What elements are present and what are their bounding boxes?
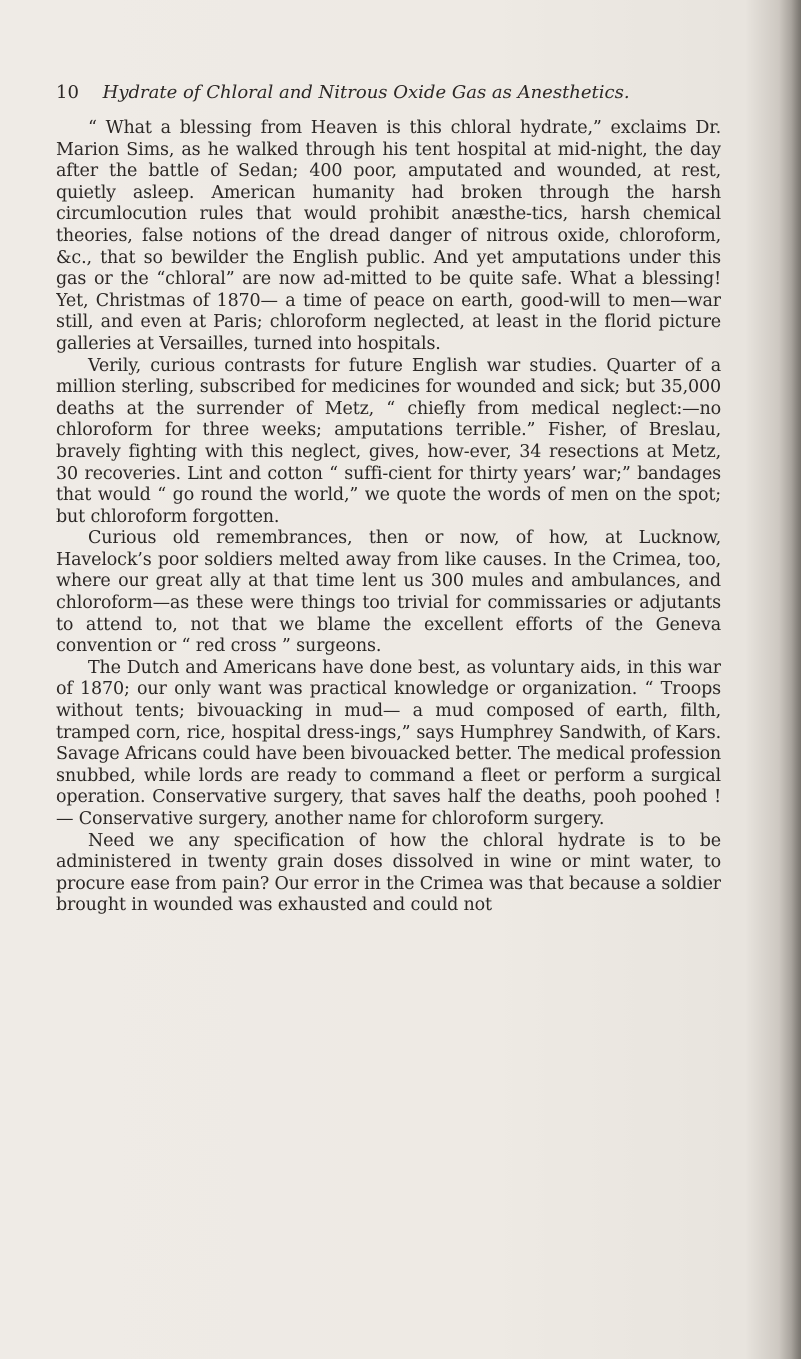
paragraph-voluntary-aids: The Dutch and Americans have done best, as voluntary aids, in this war of 1870; our only want was practical knowledge or organization. “ Troops without tents; bivouacking in mud— a mud composed of earth, filth, tramped corn, rice, hospital dress-ings,” says Humphrey Sandwith, of Kars. Savage Africans could have been bivouacked better. The medical profession snubbed, while lords are ready to command a fleet or perform a surgical operation. Conservative surgery, that saves half the deaths, pooh poohed ! — Conservative surgery, another name for chloroform surgery. [56, 657, 721, 829]
running-title: Hydrate of Chloral and Nitrous Oxide Gas as Anesthetics. [102, 82, 630, 103]
page-number: 10 [56, 82, 79, 103]
paragraph-chloral-blessing: “ What a blessing from Heaven is this chloral hydrate,” exclaims Dr. Marion Sims, as he walked through his tent hospital at mid-night, the day after the battle of Sedan; 400 poor, amputated and wounded, at rest, quietly asleep. American humanity had broken through the harsh circumlocution rules that would prohibit anæsthe-tics, harsh chemical theories, false notions of the dread danger of nitrous oxide, chloroform, &c., that so bewilder the English public. And yet amputations under this gas or the “chloral” are now ad-mitted to be quite safe. What a blessing! Yet, Christmas of 1870— a time of peace on earth, good-will to men—war still, and even at Paris; chloroform neglected, at least in the florid picture galleries at Versailles, turned into hospitals. [56, 118, 721, 354]
body-text [56, 118, 721, 1323]
paragraph-remembrances: Curious old remembrances, then or now, of how, at Lucknow, Havelock’s poor soldiers melted away from like causes. In the Crimea, too, where our great ally at that time lent us 300 mules and ambulances, and chloroform—as these were things too trivial for commissaries or adjutants to attend to, not that we blame the excellent efforts of the Geneva convention or “ red cross ” surgeons. [56, 528, 721, 657]
running-head [56, 78, 736, 108]
paragraph-war-studies: Verily, curious contrasts for future English war studies. Quarter of a million sterling, subscribed for medicines for wounded and sick; but 35,000 deaths at the surrender of Metz, “ chiefly from medical neglect:—no chloroform for three weeks; amputations terrible.” Fisher, of Breslau, bravely fighting with this neglect, gives, how-ever, 34 resections at Metz, 30 recoveries. Lint and cotton “ suffi-cient for thirty years’ war;” bandages that would “ go round the world,” we quote the words of men on the spot; but chloroform forgotten. [56, 355, 721, 527]
page-edge-shadow [779, 0, 801, 1359]
paragraph-specification: Need we any specification of how the chloral hydrate is to be administered in twenty grain doses dissolved in wine or mint water, to procure ease from pain? Our error in the Crimea was that because a soldier brought in wounded was exhausted and could not [56, 830, 721, 916]
